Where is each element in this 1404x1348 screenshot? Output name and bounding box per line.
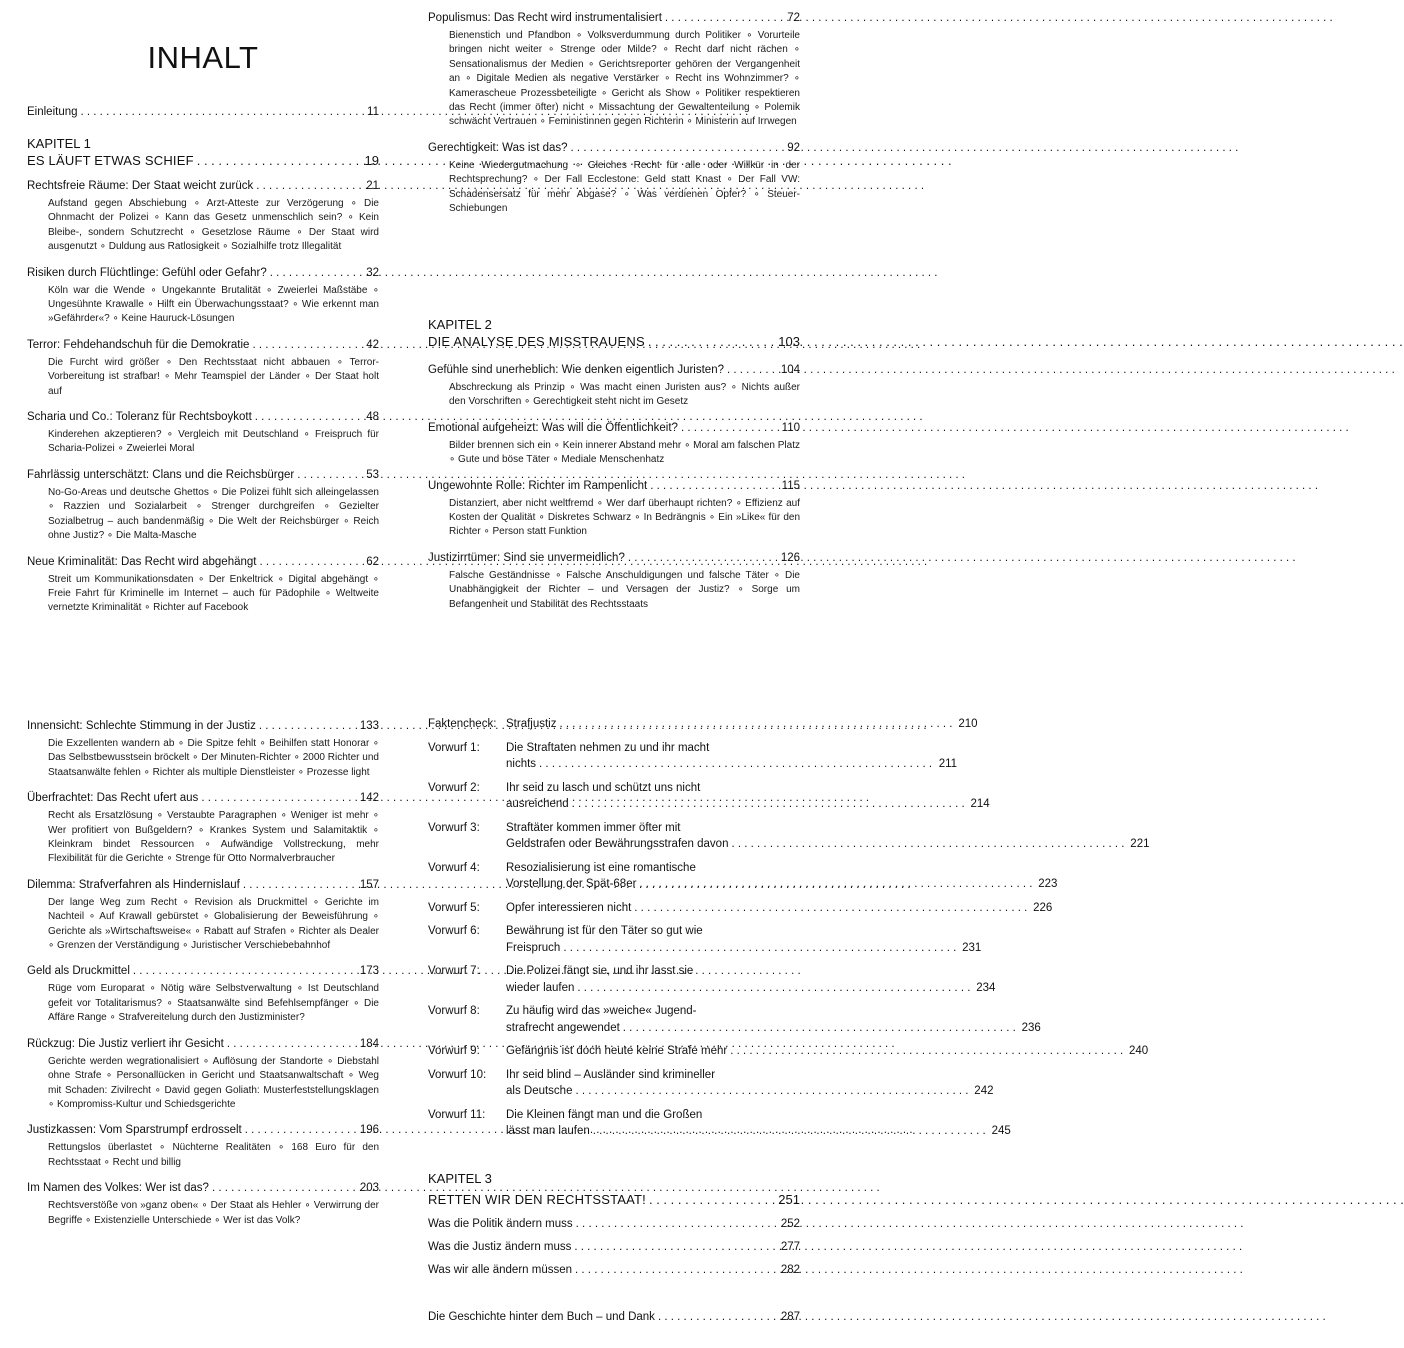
page-number: 173 bbox=[359, 965, 379, 978]
dot-leader bbox=[560, 716, 953, 733]
toc-entry[interactable] bbox=[27, 718, 379, 734]
page-number: 62 bbox=[366, 555, 379, 568]
toc-entry[interactable] bbox=[428, 550, 800, 566]
page-number: 210 bbox=[958, 718, 978, 730]
vorwurf-text-end: lässt man laufen bbox=[506, 1125, 590, 1137]
vorwurf-last-line bbox=[506, 836, 1150, 853]
page-number: 221 bbox=[1130, 838, 1150, 850]
page-number: 103 bbox=[778, 334, 800, 349]
page-number: 236 bbox=[1021, 1021, 1041, 1034]
entry-label: Überfrachtet: Das Recht ufert aus bbox=[27, 792, 199, 805]
vorwurf-body bbox=[506, 740, 957, 773]
vorwurf-text-end: Freispruch bbox=[506, 941, 561, 954]
page-number: 234 bbox=[976, 981, 996, 994]
page-number: 19 bbox=[364, 153, 379, 168]
dot-leader bbox=[628, 550, 775, 566]
page-number: 72 bbox=[787, 12, 800, 24]
dot-leader bbox=[252, 337, 354, 353]
chapter-1-sections-continued bbox=[428, 10, 800, 216]
section-topics: Abschreckung als Prinzip ∘ Was macht einen Juristen aus? ∘ Nichts außer den Vorschriften ∘ Gerechtigkeit steht nicht im Gesetz bbox=[449, 382, 800, 408]
vorwurf-text-end: Gefängnis ist doch heute keine Strafe mehr bbox=[506, 1045, 728, 1057]
toc-section bbox=[428, 1239, 800, 1255]
section-topics: Gerichte werden wegrationalisiert ∘ Auflösung der Standorte ∘ Diebstahl ohne Strafe ∘ Personallücken in Gericht und Staatsanwaltschaft ∘ Weg mit Schaden: Zivilrecht ∘ David gegen Goliath: Musterfeststellungsklagen ∘ Kompromiss-Kultur und Schiedsgerichte bbox=[48, 1055, 379, 1110]
vorwurf-text-end: Opfer interessieren nicht bbox=[506, 901, 632, 914]
vorwurf-text-line: Die Kleinen fängt man und die Großen bbox=[506, 1108, 703, 1121]
page-number: 252 bbox=[780, 1218, 800, 1230]
toc-entry[interactable] bbox=[428, 1239, 800, 1255]
dot-leader bbox=[563, 940, 956, 957]
dot-leader bbox=[259, 718, 354, 734]
dot-leader bbox=[681, 420, 775, 436]
toc-section bbox=[27, 178, 379, 255]
vorwurf-text-end: wieder laufen bbox=[506, 981, 575, 994]
vorwurf-last-line bbox=[506, 876, 1058, 893]
page-number: 277 bbox=[780, 1241, 800, 1253]
page-number: 240 bbox=[1129, 1045, 1149, 1057]
vorwurf-text-end: als Deutsche bbox=[506, 1085, 573, 1097]
vorwurf-entry[interactable] bbox=[428, 780, 990, 813]
page-number: 211 bbox=[938, 758, 958, 770]
chapter-title: ES LÄUFT ETWAS SCHIEF bbox=[27, 153, 194, 168]
chapter-title-entry[interactable] bbox=[428, 333, 800, 350]
entry-label: Emotional aufgeheizt: Was will die Öffentlichkeit? bbox=[428, 421, 678, 434]
dot-leader bbox=[623, 1020, 1016, 1037]
toc-entry[interactable] bbox=[428, 1309, 800, 1325]
vorwurf-label: Vorwurf 1: bbox=[428, 741, 480, 754]
toc-section bbox=[428, 550, 800, 612]
dot-leader bbox=[730, 1043, 1123, 1060]
vorwurf-label: Vorwurf 6: bbox=[428, 925, 480, 937]
entry-label: Im Namen des Volkes: Wer ist das? bbox=[27, 1182, 209, 1195]
entry-label: Neue Kriminalität: Das Recht wird abgehängt bbox=[27, 555, 257, 568]
toc-entry[interactable] bbox=[27, 877, 379, 893]
vorwurf-label: Vorwurf 7: bbox=[428, 965, 480, 977]
vorwurf-entry[interactable] bbox=[428, 1003, 1041, 1036]
section-topics: Distanziert, aber nicht weltfremd ∘ Wer darf überhaupt richten? ∘ Effizienz auf Kosten der Qualität ∘ Diskretes Schwarz ∘ In Bedrängnis ∘ Ein »Like« für den Richter ∘ Person statt Funktion bbox=[449, 497, 800, 538]
vorwurf-text-end: Vorstellung der Spät-68er bbox=[506, 878, 637, 890]
section-topics: Der lange Weg zum Recht ∘ Revision als Druckmittel ∘ Gerichte im Nachteil ∘ Auf Krawall gebürstet ∘ Globalisierung der Beweisführung ∘ Gerichte als »Wirtschaftsweise« ∘ Rabatt auf Strafen ∘ Richter als Dealer ∘ Grenzen der Verständigung ∘ Juristischer Verschiebebahnhof bbox=[48, 896, 379, 952]
section-topics: Rüge vom Europarat ∘ Nötig wäre Selbstverwaltung ∘ Ist Deutschland gefeit vor Totalitarismus? ∘ Staatsanwälte sind Befehlsempfänger ∘ Die Affäre Range ∘ Strafvereitelung durch den Justizminister? bbox=[48, 983, 379, 1024]
page-number: 21 bbox=[366, 180, 379, 192]
toc-entry[interactable] bbox=[428, 420, 800, 436]
dot-leader bbox=[665, 10, 775, 26]
toc-section bbox=[27, 265, 379, 327]
vorwurf-text-line: Zu häufig wird das »weiche« Jugend- bbox=[506, 1005, 697, 1017]
toc-entry[interactable] bbox=[27, 265, 379, 281]
toc-section bbox=[428, 362, 800, 410]
toc-section bbox=[27, 554, 379, 616]
page-number: 157 bbox=[359, 878, 379, 891]
vorwurf-body bbox=[506, 963, 996, 996]
page-number: 92 bbox=[787, 141, 800, 154]
dot-leader bbox=[243, 877, 354, 893]
toc-section bbox=[27, 467, 379, 544]
faktencheck-title: Strafjustiz bbox=[506, 718, 557, 730]
vorwurf-entry[interactable] bbox=[428, 860, 1058, 893]
vorwurf-label: Vorwurf 3: bbox=[428, 821, 480, 834]
toc-section bbox=[428, 420, 800, 468]
page-number: 287 bbox=[780, 1311, 800, 1323]
entry-label: Terror: Fehdehandschuh für die Demokratie bbox=[27, 338, 250, 351]
toc-section bbox=[27, 790, 379, 867]
toc-section bbox=[27, 1180, 379, 1228]
chapter-1-heading bbox=[27, 135, 379, 169]
dot-leader bbox=[297, 467, 354, 483]
vorwurf-last-line bbox=[506, 756, 957, 773]
dot-leader bbox=[255, 409, 354, 425]
toc-entry[interactable] bbox=[27, 178, 379, 194]
vorwurf-body bbox=[506, 1107, 1011, 1140]
toc-intro bbox=[27, 104, 379, 120]
dot-leader bbox=[270, 265, 354, 281]
section-topics: Die Furcht wird größer ∘ Den Rechtsstaat nicht abbauen ∘ Terror-Vorbereitung ist strafbar! ∘ Mehr Teamspiel der Länder ∘ Der Staat holt auf bbox=[48, 356, 379, 397]
vorwurf-body bbox=[506, 1003, 1041, 1036]
vorwurf-text-end: strafrecht angewendet bbox=[506, 1021, 620, 1034]
chapter-number: KAPITEL 2 bbox=[428, 317, 492, 332]
vorwurf-text-line: Die Straftaten nehmen zu und ihr macht bbox=[506, 741, 710, 754]
entry-label: Fahrlässig unterschätzt: Clans und die Reichsbürger bbox=[27, 468, 295, 481]
entry-label: Dilemma: Strafverfahren als Hindernislauf bbox=[27, 878, 240, 891]
vorwurf-entry[interactable] bbox=[428, 740, 958, 773]
page-number: 184 bbox=[359, 1037, 379, 1050]
entry-label: Rechtsfreie Räume: Der Staat weicht zurück bbox=[27, 180, 254, 192]
entry-label: Gefühle sind unerheblich: Wie denken eigentlich Juristen? bbox=[428, 364, 724, 376]
dot-leader bbox=[245, 1122, 354, 1138]
toc-section bbox=[428, 10, 800, 130]
entry-label: Was wir alle ändern müssen bbox=[428, 1264, 573, 1276]
chapter-title-entry[interactable] bbox=[428, 1191, 800, 1208]
page-number: 11 bbox=[367, 106, 379, 118]
entry-label: Die Geschichte hinter dem Buch – und Dank bbox=[428, 1311, 655, 1323]
page-number: 115 bbox=[781, 479, 800, 492]
vorwurf-text-line: Bewährung ist für den Täter so gut wie bbox=[506, 925, 703, 937]
faktencheck-entry[interactable] bbox=[428, 716, 978, 733]
toc-entry[interactable] bbox=[428, 1216, 800, 1232]
page-number: 231 bbox=[962, 941, 982, 954]
toc-entry[interactable] bbox=[428, 10, 800, 26]
section-topics: Rechtsverstöße von »ganz oben« ∘ Der Staat als Hehler ∘ Verwirrung der Begriffe ∘ Existenzielle Unterschiede ∘ Wer ist das Volk? bbox=[48, 1200, 379, 1226]
vorwurf-last-line bbox=[506, 980, 996, 997]
toc-entry[interactable] bbox=[27, 337, 379, 353]
toc-section bbox=[27, 963, 379, 1025]
page-number: 42 bbox=[366, 338, 379, 351]
toc-entry[interactable] bbox=[27, 1122, 379, 1138]
chapter-3-heading bbox=[428, 1170, 800, 1208]
entry-label: Risiken durch Flüchtlinge: Gefühl oder Gefahr? bbox=[27, 266, 267, 279]
vorwurf-body bbox=[506, 860, 1058, 893]
dot-leader bbox=[634, 900, 1027, 917]
section-topics: Aufstand gegen Abschiebung ∘ Arzt-Atteste zur Verzögerung ∘ Die Ohnmacht der Polizei ∘ Kann das Gesetz unmenschlich sein? ∘ Kein Bleibe-, sondern Schutzrecht ∘ Gesetzlose Räume ∘ Der Staat wird ausgenutzt ∘ Duldung aus Ratlosigkeit ∘ Sozialhilfe trotz Illegalität bbox=[48, 198, 379, 253]
toc-entry[interactable] bbox=[428, 1262, 800, 1278]
dot-leader bbox=[571, 140, 775, 156]
toc-section bbox=[428, 140, 800, 217]
vorwurf-text-line: Ihr seid blind – Ausländer sind krimineller bbox=[506, 1068, 716, 1081]
dot-leader bbox=[575, 1262, 775, 1278]
vorwurf-body bbox=[506, 900, 1053, 917]
page-number: 126 bbox=[780, 551, 800, 564]
toc-entry[interactable] bbox=[428, 362, 800, 378]
vorwurf-text-line: Die Polizei fängt sie, und ihr lasst sie bbox=[506, 965, 694, 977]
vorwurf-body bbox=[506, 820, 1150, 853]
dot-leader bbox=[575, 1083, 968, 1100]
vorwurf-last-line bbox=[506, 1043, 1149, 1060]
vorwurf-entry[interactable] bbox=[428, 923, 982, 956]
vorwurf-label: Vorwurf 11: bbox=[428, 1108, 486, 1121]
section-topics: Die Exzellenten wandern ab ∘ Die Spitze fehlt ∘ Beihilfen statt Honorar ∘ Das Selbstbewusstsein bröckelt ∘ Der Minuten-Richter ∘ 2000 Richter und Staatsanwälte fehlen ∘ Richter als multiple Dienstleister ∘ Prozesse light bbox=[48, 738, 379, 778]
vorwurf-entry[interactable] bbox=[428, 963, 996, 996]
toc-entry[interactable] bbox=[27, 1036, 379, 1052]
toc-section bbox=[27, 877, 379, 954]
dot-leader bbox=[81, 104, 354, 120]
entry-label: Rückzug: Die Justiz verliert ihr Gesicht bbox=[27, 1037, 224, 1050]
section-topics: Kinderehen akzeptieren? ∘ Vergleich mit Deutschland ∘ Freispruch für Scharia-Polizei ∘ Zweierlei Moral bbox=[48, 429, 379, 455]
section-topics: No-Go-Areas und deutsche Ghettos ∘ Die Polizei fühlt sich alleingelassen ∘ Razzien und Sozialarbeit ∘ Strenger durchgreifen ∘ Gezielter Sozialbetrug – auch bandenmäßig ∘ Die Welt der Reichsbürger ∘ Reich ohne Justiz? ∘ Die Malta-Masche bbox=[48, 486, 379, 542]
toc-section bbox=[428, 1216, 800, 1232]
vorwurf-entry[interactable] bbox=[428, 1043, 1149, 1060]
entry-label: Was die Politik ändern muss bbox=[428, 1218, 573, 1230]
entry-label: Ungewohnte Rolle: Richter im Rampenlicht bbox=[428, 479, 648, 492]
chapter-2-heading bbox=[428, 316, 800, 350]
vorwurf-last-line bbox=[506, 900, 1053, 917]
vorwurf-label: Vorwurf 10: bbox=[428, 1068, 487, 1081]
chapter-title: DIE ANALYSE DES MISSTRAUENS bbox=[428, 334, 645, 349]
toc-entry[interactable] bbox=[428, 140, 800, 156]
toc-entry[interactable] bbox=[27, 790, 379, 806]
vorwurf-last-line bbox=[506, 1020, 1041, 1037]
toc-entry[interactable] bbox=[27, 963, 379, 979]
vorwurf-label: Vorwurf 8: bbox=[428, 1005, 480, 1017]
faktencheck bbox=[428, 716, 1150, 1140]
page-number: 282 bbox=[780, 1264, 800, 1276]
dot-leader bbox=[658, 1309, 775, 1325]
dot-leader bbox=[574, 1239, 775, 1255]
entry-label: Justizkassen: Vom Sparstrumpf erdrosselt bbox=[27, 1124, 242, 1137]
dot-leader bbox=[649, 1191, 775, 1208]
vorwurf-last-line bbox=[506, 1083, 994, 1100]
page-number: 245 bbox=[991, 1125, 1011, 1137]
vorwurf-entry[interactable] bbox=[428, 820, 1150, 853]
section-topics: Bienenstich und Pfandbon ∘ Volksverdummung durch Politiker ∘ Vorurteile bringen nicht weiter ∘ Strenge oder Milde? ∘ Recht darf nicht rächen ∘ Sensationalismus der Medien ∘ Gerichtsreporter gehören der Vergangenheit an ∘ Digitale Medien als negative Verstärker ∘ Recht ins Wohnzimmer? ∘ Kamerascheue Prozessbeteiligte ∘ Gericht als Show ∘ Politiker respektieren das Recht (immer öfter) nicht ∘ Missachtung der Gewaltenteilung ∘ Polemik schwächt Vertrauen ∘ Feministinnen gegen Richterin ∘ Ministerin auf Irrwegen bbox=[449, 30, 800, 128]
page-number: 110 bbox=[781, 421, 800, 434]
section-topics: Köln war die Wende ∘ Ungekannte Brutalität ∘ Zweierlei Maßstäbe ∘ Ungesühnte Krawalle ∘ Hilft ein Überwachungsstaat? ∘ Wie erkennt man »Gefährder«? ∘ Keine Hauruck-Lösungen bbox=[48, 284, 379, 325]
vorwurf-entry[interactable] bbox=[428, 900, 1053, 917]
dot-leader bbox=[593, 1123, 986, 1140]
vorwurf-body bbox=[506, 1043, 1149, 1060]
dot-leader bbox=[212, 1180, 354, 1196]
vorwurf-body bbox=[506, 780, 990, 813]
page-number: 226 bbox=[1033, 901, 1053, 914]
toc-section bbox=[27, 718, 379, 780]
vorwurf-text-line: Ihr seid zu lasch und schützt uns nicht bbox=[506, 781, 701, 794]
chapter-number: KAPITEL 1 bbox=[27, 136, 91, 151]
vorwurf-last-line bbox=[506, 1123, 1011, 1140]
toc-entry[interactable] bbox=[428, 478, 800, 494]
section-topics: Keine Wiedergutmachung ∘ Gleiches Recht für alle oder Willkür in der Rechtsprechung? ∘ Der Fall Ecclestone: Geld statt Knast ∘ Der Fall VW: Schadensersatz für mehr Abgase? ∘ Was verdienen Opfer? ∘ Steuer-Schiebungen bbox=[449, 159, 800, 215]
section-topics: Falsche Geständnisse ∘ Falsche Anschuldigungen und falsche Täter ∘ Die Unabhängigkeit der Richter – und Versagen der Justiz? ∘ Sorge um Befangenheit und Stabilität des Rechtsstaats bbox=[449, 569, 800, 610]
chapter-1-sections-a bbox=[27, 178, 379, 616]
vorwurf-label: Vorwurf 9: bbox=[428, 1045, 480, 1057]
page-number: 203 bbox=[359, 1182, 379, 1195]
page-number: 242 bbox=[974, 1085, 994, 1097]
dot-leader bbox=[650, 478, 775, 494]
vorwurf-text-end: nichts bbox=[506, 758, 537, 770]
dot-leader bbox=[259, 554, 354, 570]
page-number: 223 bbox=[1038, 878, 1058, 890]
toc-section bbox=[27, 337, 379, 399]
toc-right-column bbox=[428, 0, 1150, 1348]
entry-label: Innensicht: Schlechte Stimmung in der Justiz bbox=[27, 720, 256, 732]
vorwurf-body bbox=[506, 923, 981, 956]
chapter-title: RETTEN WIR DEN RECHTSSTAAT! bbox=[428, 1192, 646, 1207]
entry-label: Geld als Druckmittel bbox=[27, 965, 130, 978]
entry-label: Populismus: Das Recht wird instrumentalisiert bbox=[428, 12, 662, 24]
dot-leader bbox=[197, 152, 354, 169]
dot-leader bbox=[133, 963, 354, 979]
section-topics: Rettungslos überlastet ∘ Nüchterne Realitäten ∘ 168 Euro für den Rechtsstaat ∘ Recht und billig bbox=[48, 1142, 379, 1168]
toc-entry[interactable] bbox=[27, 104, 379, 120]
toc-entry[interactable] bbox=[27, 409, 379, 425]
toc-section bbox=[27, 1036, 379, 1113]
section-topics: Recht als Ersatzlösung ∘ Verstaubte Paragraphen ∘ Weniger ist mehr ∘ Wer profitiert von Bußgeldern? ∘ Krankes System und Salamitaktik ∘ Kleinkram bindet Ressourcen ∘ Aufwändige Vollstreckung, mehr Flexibilität für die Gerichte ∘ Strenge für Otto Normalverbraucher bbox=[48, 810, 379, 865]
dot-leader bbox=[201, 790, 354, 806]
vorwurf-text-line: Resozialisierung ist eine romantische bbox=[506, 861, 696, 874]
vorwurf-entry[interactable] bbox=[428, 1107, 1011, 1140]
vorwurf-label: Vorwurf 2: bbox=[428, 781, 480, 794]
faktencheck-label: Faktencheck: bbox=[428, 718, 497, 730]
section-topics: Streit um Kommunikationsdaten ∘ Der Enkeltrick ∘ Digital abgehängt ∘ Freie Fahrt für Kriminelle im Internet – auch für Pädophile ∘ Weltweite vernetzte Kriminalität ∘ Richter auf Facebook bbox=[48, 573, 379, 614]
toc-section bbox=[428, 1262, 800, 1278]
page-number: 133 bbox=[359, 720, 379, 732]
entry-label: Einleitung bbox=[27, 106, 78, 118]
dot-leader bbox=[572, 796, 965, 813]
vorwurf-text-line: Straftäter kommen immer öfter mit bbox=[506, 821, 681, 834]
entry-label: Scharia und Co.: Toleranz für Rechtsboykott bbox=[27, 411, 252, 424]
toc-entry[interactable] bbox=[27, 467, 379, 483]
toc-section bbox=[428, 478, 800, 540]
vorwurf-label: Vorwurf 4: bbox=[428, 861, 480, 874]
vorwurf-entry[interactable] bbox=[428, 1067, 994, 1100]
entry-label: Gerechtigkeit: Was ist das? bbox=[428, 141, 568, 154]
page-number: 48 bbox=[366, 411, 379, 424]
vorwurf-last-line bbox=[506, 940, 981, 957]
page-title: INHALT bbox=[147, 40, 259, 75]
dot-leader bbox=[639, 876, 1032, 893]
chapter-title-entry[interactable] bbox=[27, 152, 379, 169]
chapter-3-sections bbox=[428, 1216, 800, 1278]
toc-section bbox=[27, 409, 379, 457]
chapter-2-sections bbox=[428, 362, 800, 612]
dot-leader bbox=[576, 1216, 775, 1232]
page-number: 104 bbox=[780, 364, 800, 376]
vorwurf-last-line bbox=[506, 796, 990, 813]
vorwurf-label: Vorwurf 5: bbox=[428, 901, 480, 914]
toc-section bbox=[27, 1122, 379, 1170]
dot-leader bbox=[539, 756, 932, 773]
dot-leader bbox=[731, 836, 1124, 853]
dot-leader bbox=[577, 980, 970, 997]
section-topics: Bilder brennen sich ein ∘ Kein innerer Abstand mehr ∘ Moral am falschen Platz ∘ Gute und böse Täter ∘ Mediale Menschenhatz bbox=[449, 439, 800, 466]
page-number: 214 bbox=[970, 798, 990, 810]
vorwurf-text-end: ausreichend bbox=[506, 798, 569, 810]
chapter-2-sections-continued bbox=[27, 718, 379, 1228]
dot-leader bbox=[727, 362, 775, 378]
closing-entry-block bbox=[428, 1309, 800, 1325]
toc-entry[interactable] bbox=[27, 554, 379, 570]
toc-entry[interactable] bbox=[27, 1180, 379, 1196]
page-number: 196 bbox=[359, 1124, 379, 1137]
entry-label: Justizirrtümer: Sind sie unvermeidlich? bbox=[428, 551, 625, 564]
page-number: 32 bbox=[366, 266, 379, 279]
page-number: 53 bbox=[366, 468, 379, 481]
dot-leader bbox=[256, 178, 354, 194]
page-number: 142 bbox=[359, 792, 379, 805]
dot-leader bbox=[648, 333, 775, 350]
vorwurf-body bbox=[506, 1067, 994, 1100]
vorwurf-text-end: Geldstrafen oder Bewährungsstrafen davon bbox=[506, 838, 729, 850]
page-number: 251 bbox=[778, 1192, 800, 1207]
toc-left-column bbox=[27, 0, 379, 1348]
chapter-number: KAPITEL 3 bbox=[428, 1171, 492, 1186]
entry-label: Was die Justiz ändern muss bbox=[428, 1241, 572, 1253]
dot-leader bbox=[227, 1036, 354, 1052]
